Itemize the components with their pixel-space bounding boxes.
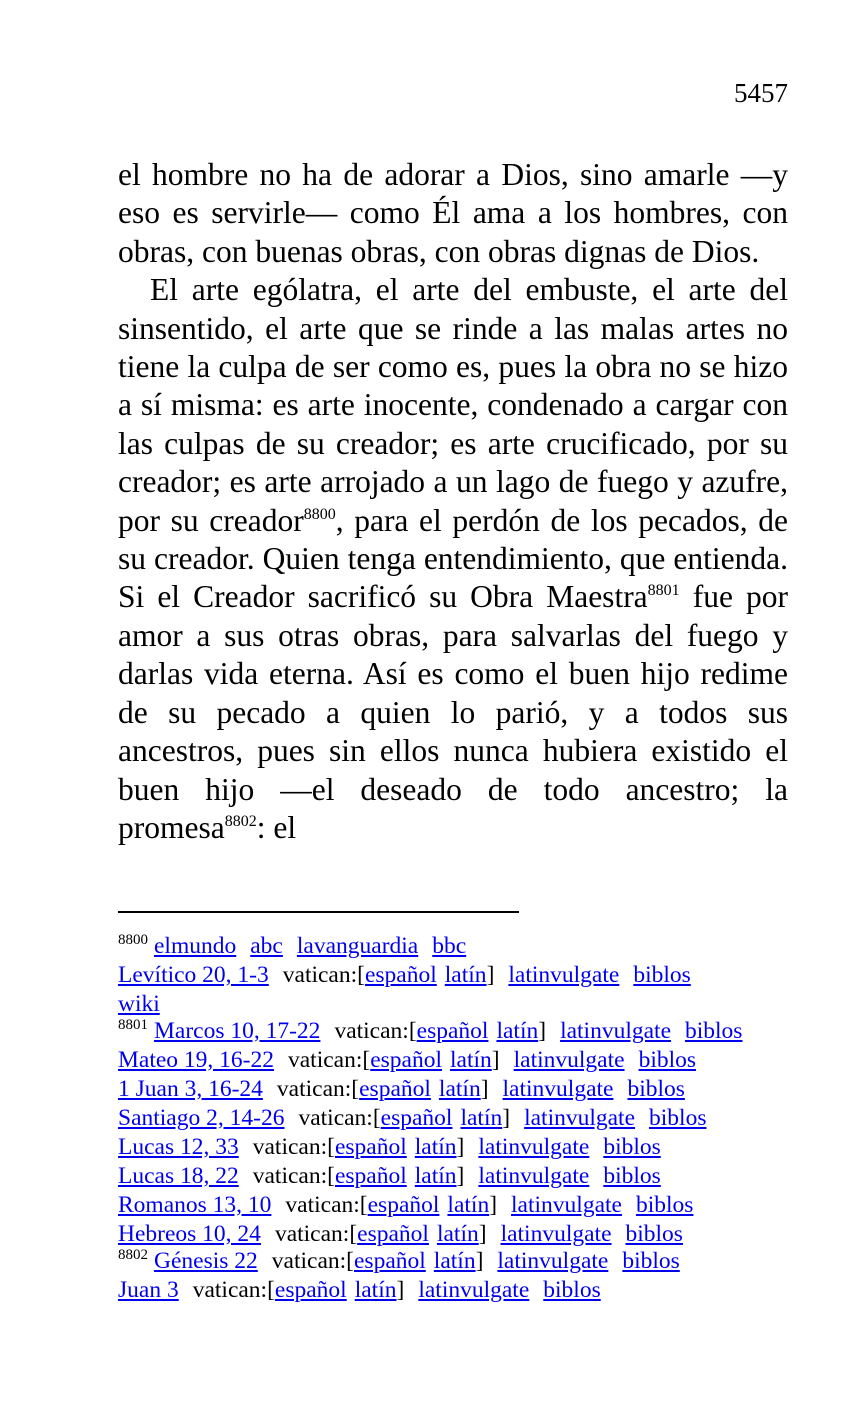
link-latinvulgate[interactable]: latinvulgate (513, 1047, 625, 1073)
vatican-label: vatican:[ (282, 962, 365, 988)
footnote-mark-8801: 8801 (118, 1017, 148, 1033)
footnote-8801-line-1 (118, 1017, 818, 1046)
link-latinvulgate[interactable]: latinvulgate (500, 1221, 612, 1247)
footnote-8801-line-4 (118, 1104, 818, 1133)
bracket-close: ] (486, 962, 495, 988)
link-bbc[interactable]: bbc (432, 933, 467, 959)
scripture-link[interactable]: Lucas 18, 22 (118, 1163, 239, 1189)
link-latin[interactable]: latín (433, 1248, 476, 1274)
bracket-close: ] (480, 1076, 489, 1102)
link-biblos[interactable]: biblos (625, 1221, 683, 1247)
link-biblos[interactable]: biblos (627, 1076, 685, 1102)
link-espanol[interactable]: español (380, 1105, 453, 1131)
footnote-8801-line-6 (118, 1162, 818, 1191)
link-latinvulgate[interactable]: latinvulgate (524, 1105, 636, 1131)
link-espanol[interactable]: español (359, 1076, 431, 1102)
link-biblos[interactable]: biblos (603, 1134, 661, 1160)
paragraph-2-part-2: , para el perdón de los pecados, de su creador. Quien tenga entendimiento, que entienda. Si el Creador sacrificó su Obra Maestra (118, 502, 788, 615)
link-biblos[interactable]: biblos (633, 962, 691, 988)
link-latin[interactable]: latín (414, 1134, 457, 1160)
link-latin[interactable]: latín (447, 1192, 490, 1218)
link-biblos[interactable]: biblos (543, 1277, 601, 1303)
bracket-close: ] (456, 1134, 465, 1160)
scripture-link[interactable]: Marcos 10, 17-22 (154, 1018, 321, 1044)
link-latinvulgate[interactable]: latinvulgate (418, 1277, 530, 1303)
vatican-label: vatican:[ (285, 1192, 368, 1218)
link-espanol[interactable]: español (370, 1047, 443, 1073)
link-latinvulgate[interactable]: latinvulgate (508, 962, 620, 988)
footnote-ref-8800: 8800 (303, 505, 336, 523)
scripture-link[interactable]: Mateo 19, 16-22 (118, 1047, 274, 1073)
link-lavanguardia[interactable]: lavanguardia (296, 933, 419, 959)
link-latin[interactable]: latín (444, 962, 487, 988)
vatican-label: vatican:[ (274, 1221, 358, 1247)
bracket-close: ] (489, 1192, 498, 1218)
footnote-separator (118, 911, 519, 913)
scripture-link[interactable]: Santiago 2, 14-26 (118, 1105, 285, 1131)
footnotes (118, 932, 818, 1305)
bracket-close: ] (396, 1277, 405, 1303)
footnote-8802-line-2 (118, 1276, 818, 1305)
vatican-label: vatican:[ (252, 1134, 335, 1160)
paragraph-2-part-1: El arte ególatra, el arte del embuste, el arte del sinsentido, el arte que se rinde a las malas artes no tiene la culpa de ser como es, pues la obra no se hizo a sí misma: es arte inocente, condenado a cargar con las culpas de su creador; es arte crucificado, por su creador; es arte arrojado a un lago de fuego y azufre, por su creador (118, 272, 788, 538)
footnote-8800-ref-line (118, 961, 818, 990)
footnote-mark-8800: 8800 (118, 932, 148, 948)
bracket-close: ] (456, 1163, 465, 1189)
link-espanol[interactable]: español (357, 1221, 429, 1247)
link-latin[interactable]: latín (450, 1047, 492, 1073)
link-biblos[interactable]: biblos (635, 1192, 694, 1218)
vatican-label: vatican:[ (252, 1163, 335, 1189)
footnote-8801-line-2 (118, 1046, 818, 1075)
link-latin[interactable]: latín (460, 1105, 503, 1131)
paragraph-2-part-3: fue por amor a sus otras obras, para salvarlas del fuego y darlas vida eterna. Así es como el buen hijo redime de su pecado a quien lo parió, y a todos sus ancestros, pues sin ellos nunca hubiera existido el buen hijo —el deseado de todo ancestro; la promesa (118, 579, 788, 845)
link-espanol[interactable]: español (367, 1192, 440, 1218)
link-espanol[interactable]: español (364, 962, 437, 988)
scripture-link[interactable]: Juan 3 (118, 1277, 179, 1303)
footnote-8800-wiki-line (118, 990, 818, 1017)
footnote-8801-line-8 (118, 1220, 818, 1247)
paragraph-2-part-4: : el (256, 809, 297, 845)
link-biblos[interactable]: biblos (603, 1163, 661, 1189)
scripture-link[interactable]: 1 Juan 3, 16-24 (118, 1076, 263, 1102)
link-espanol[interactable]: español (274, 1277, 347, 1303)
link-espanol[interactable]: español (416, 1018, 489, 1044)
scripture-link[interactable]: Génesis 22 (154, 1248, 258, 1274)
vatican-label: vatican:[ (298, 1105, 381, 1131)
footnote-ref-8802: 8802 (224, 812, 257, 830)
bracket-close: ] (475, 1248, 484, 1274)
paragraph-2 (118, 271, 788, 847)
bracket-close: ] (491, 1047, 500, 1073)
link-latin[interactable]: latín (354, 1277, 397, 1303)
scripture-link[interactable]: Lucas 12, 33 (118, 1134, 239, 1160)
link-latinvulgate[interactable]: latinvulgate (478, 1163, 590, 1189)
bracket-close: ] (478, 1221, 487, 1247)
vatican-label: vatican:[ (271, 1248, 354, 1274)
scripture-link[interactable]: Romanos 13, 10 (118, 1192, 272, 1218)
link-latinvulgate[interactable]: latinvulgate (560, 1018, 671, 1044)
link-latin[interactable]: latín (436, 1221, 479, 1247)
link-latinvulgate[interactable]: latinvulgate (497, 1248, 609, 1274)
bracket-close: ] (538, 1018, 547, 1044)
link-latin[interactable]: latín (496, 1018, 539, 1044)
link-espanol[interactable]: español (354, 1248, 426, 1274)
link-espanol[interactable]: español (334, 1163, 407, 1189)
scripture-link[interactable]: Levítico 20, 1-3 (118, 962, 269, 988)
vatican-label: vatican:[ (192, 1277, 275, 1303)
bracket-close: ] (502, 1105, 511, 1131)
link-biblos[interactable]: biblos (649, 1105, 707, 1131)
main-text (118, 156, 788, 847)
footnote-ref-8801: 8801 (647, 582, 680, 600)
link-biblos[interactable]: biblos (638, 1047, 697, 1073)
link-espanol[interactable]: español (334, 1134, 407, 1160)
page-number: 5457 (734, 78, 788, 108)
scripture-link[interactable]: Hebreos 10, 24 (118, 1221, 261, 1247)
link-biblos[interactable]: biblos (685, 1018, 743, 1044)
link-elmundo[interactable]: elmundo (154, 933, 237, 959)
link-latin[interactable]: latín (414, 1163, 457, 1189)
vatican-label: vatican:[ (276, 1076, 360, 1102)
vatican-label: vatican:[ (334, 1018, 417, 1044)
footnote-8801-line-3 (118, 1075, 818, 1104)
link-latinvulgate[interactable]: latinvulgate (511, 1192, 622, 1218)
link-biblos[interactable]: biblos (622, 1248, 680, 1274)
footnote-8801-line-5 (118, 1133, 818, 1162)
link-latin[interactable]: latín (438, 1076, 481, 1102)
footnote-8802-line-1 (118, 1247, 818, 1276)
link-abc[interactable]: abc (250, 933, 283, 959)
link-latinvulgate[interactable]: latinvulgate (502, 1076, 614, 1102)
link-wiki[interactable]: wiki (118, 991, 160, 1017)
footnote-mark-8802: 8802 (118, 1247, 148, 1263)
vatican-label: vatican:[ (288, 1047, 371, 1073)
link-latinvulgate[interactable]: latinvulgate (478, 1134, 590, 1160)
paragraph-1: el hombre no ha de adorar a Dios, sino amarle —y eso es servirle— como Él ama a los hombres, con obras, con buenas obras, con obras dignas de Dios. (118, 157, 788, 269)
footnote-8800-news-line (118, 932, 818, 961)
footnote-8801-line-7 (118, 1191, 818, 1220)
